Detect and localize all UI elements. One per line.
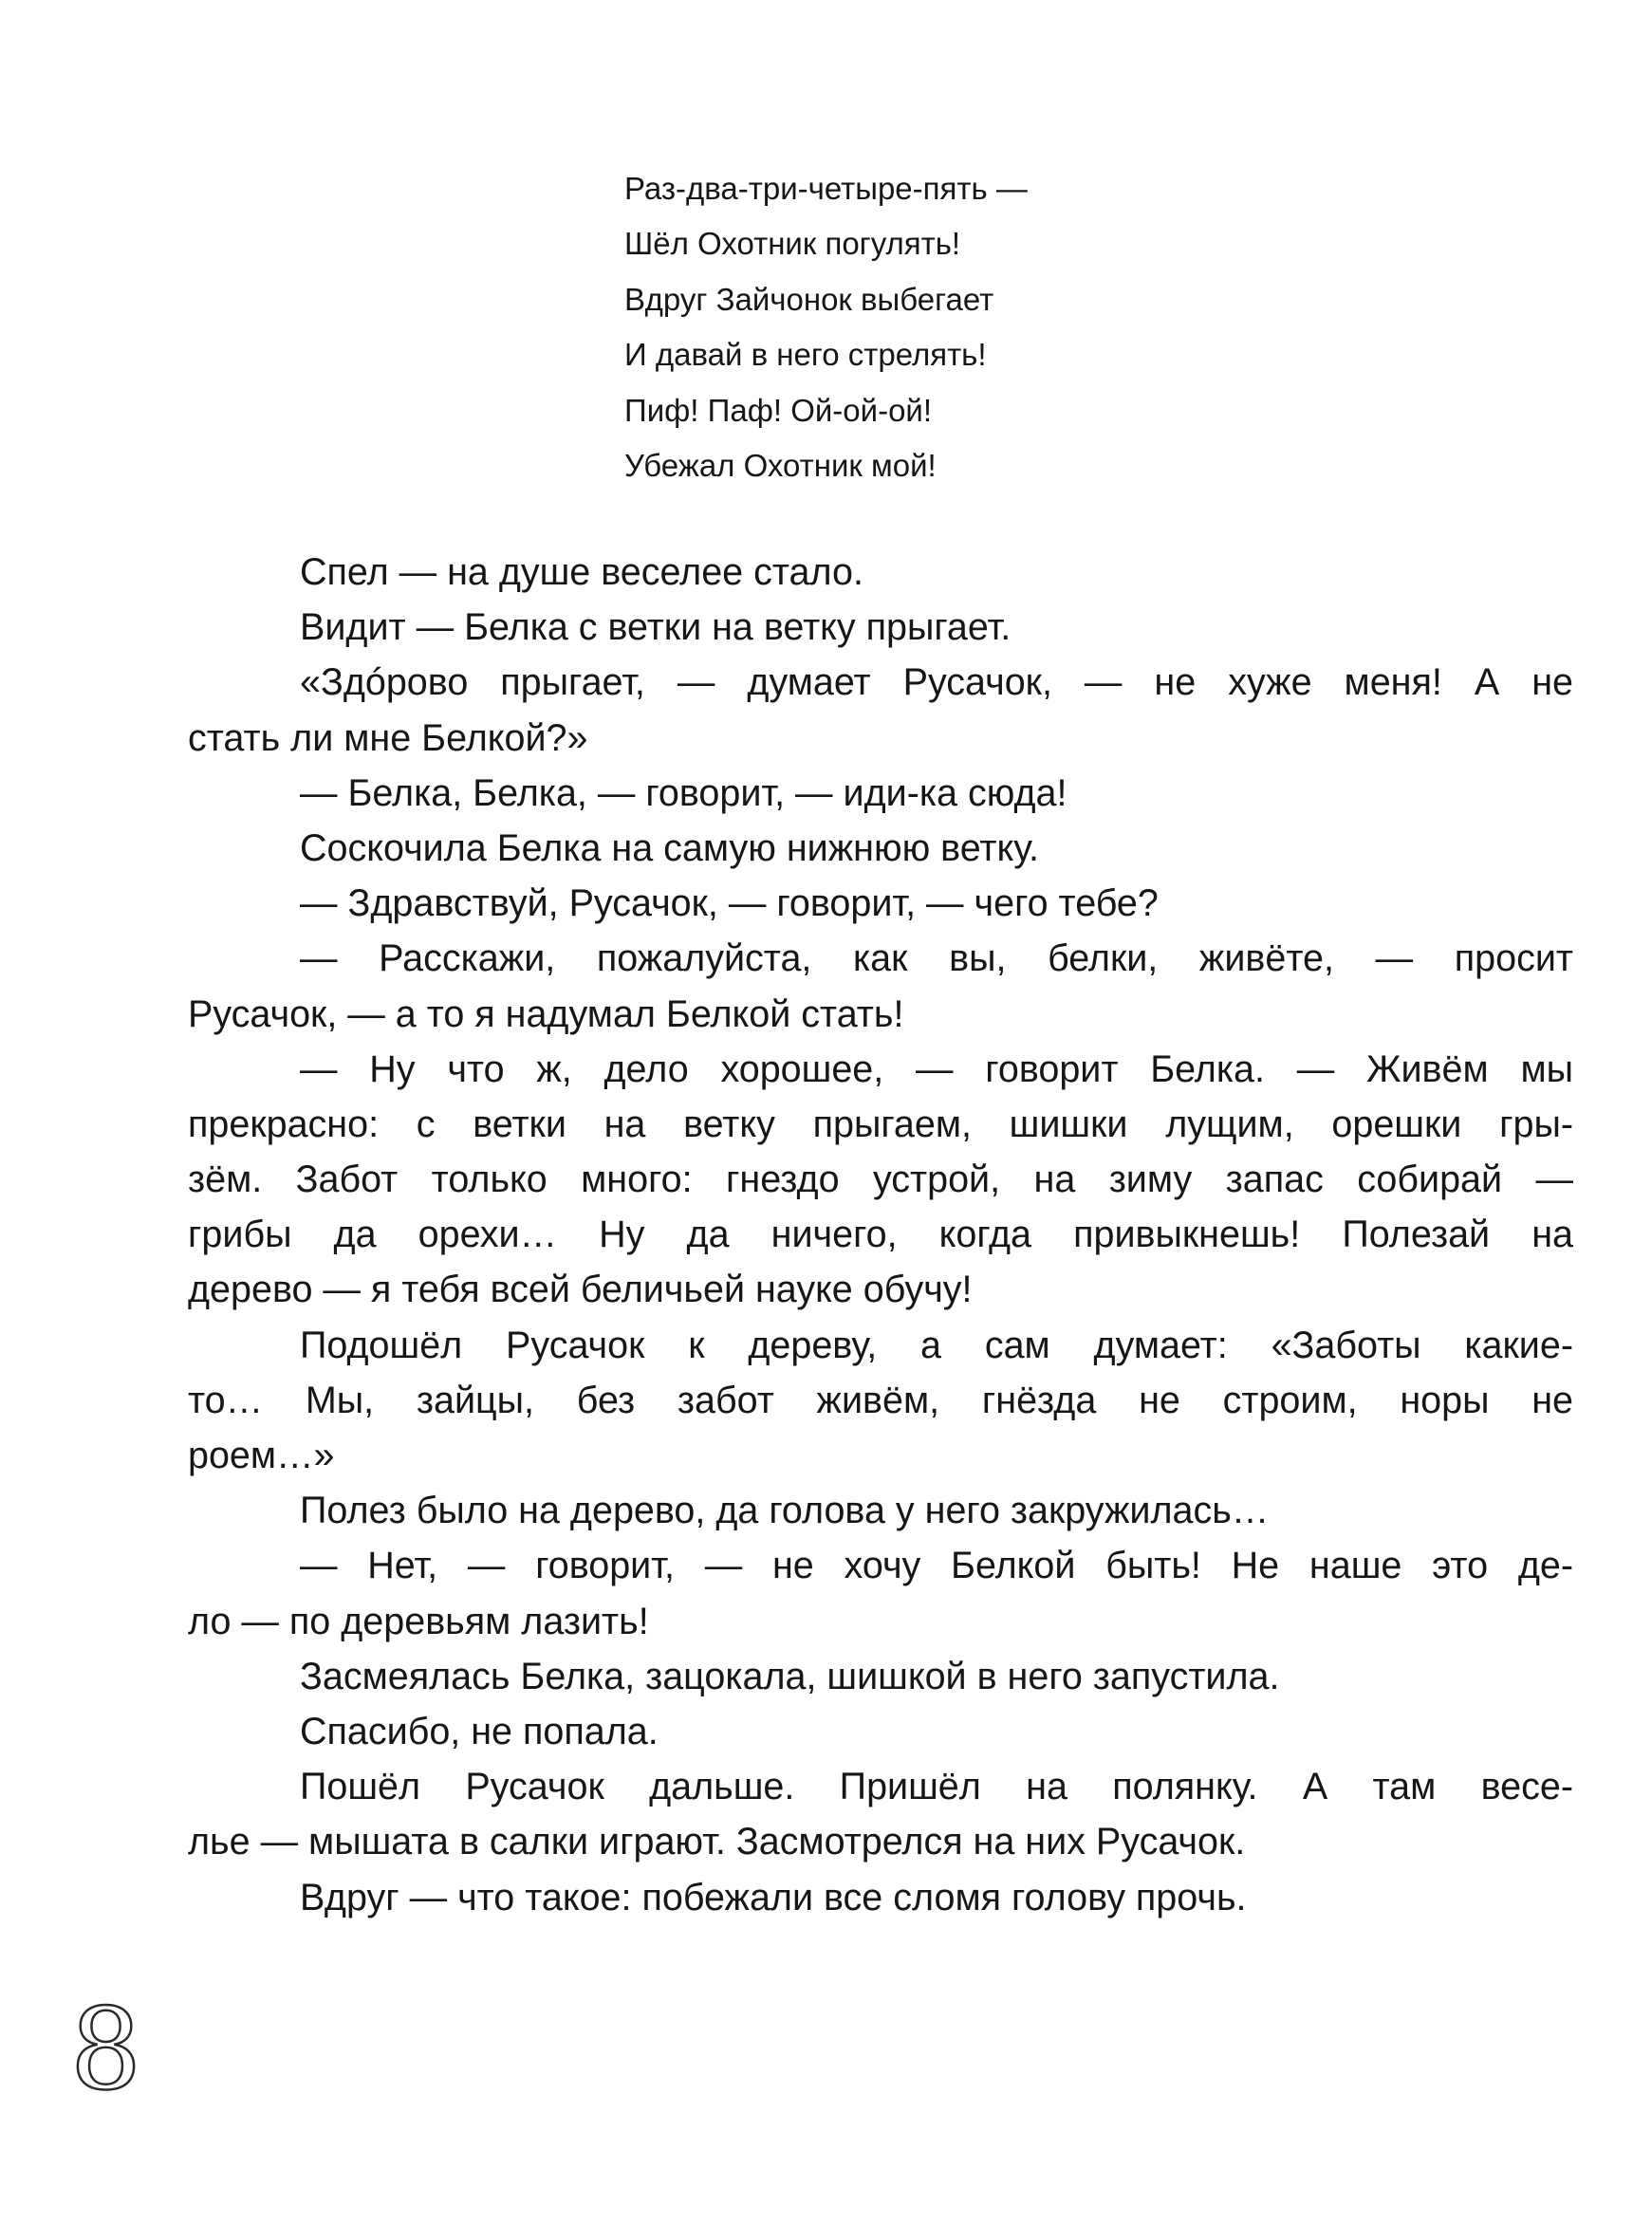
text-line: Засмеялась Белка, зацокала, шишкой в него запустила.	[300, 1655, 1280, 1697]
text-line: прекрасно: с ветки на ветку прыгаем, шишки лущим, орешки гры-	[188, 1103, 1573, 1145]
poem-line: И давай в него стрелять!	[624, 337, 987, 373]
text-line: стать ли мне Белкой?»	[188, 716, 588, 759]
poem-line: Пиф! Паф! Ой-ой-ой!	[624, 392, 933, 428]
text-line: — Белка, Белка, — говорит, — иди-ка сюда!	[300, 771, 1067, 814]
text-line: «Здóрово прыгает, — думает Русачок, — не хуже меня! А не	[300, 661, 1573, 704]
poem-block	[624, 161, 1232, 493]
text-line: то… Мы, зайцы, без забот живём, гнёзда не строим, норы не	[188, 1379, 1573, 1421]
text-line: ло — по деревьям лазить!	[188, 1600, 649, 1642]
text-line: — Нет, — говорит, — не хочу Белкой быть! Не наше это де-	[300, 1545, 1573, 1587]
text-line: Вдруг — что такое: побежали все сломя голову прочь.	[300, 1876, 1247, 1918]
text-line: Русачок, — а то я надумал Белкой стать!	[188, 992, 904, 1035]
text-line: Пошёл Русачок дальше. Пришёл на полянку. А там весе-	[300, 1766, 1573, 1808]
text-line: грибы да орехи… Ну да ничего, когда привыкнешь! Полезай на	[188, 1214, 1573, 1256]
text-line: Спел — на душе веселее стало.	[300, 551, 863, 593]
text-line: — Здравствуй, Русачок, — говорит, — чего тебе?	[300, 882, 1159, 925]
text-line: Соскочила Белка на самую нижнюю ветку.	[300, 826, 1039, 869]
text-line: зём. Забот только много: гнездо устрой, на зиму запас собирай —	[188, 1158, 1573, 1201]
page-number: 8	[70, 1984, 142, 2115]
text-line: Полез было на дерево, да голова у него закружилась…	[300, 1490, 1270, 1532]
text-line: Видит — Белка с ветки на ветку прыгает.	[300, 606, 1012, 649]
text-line: Подошёл Русачок к дереву, а сам думает: «Заботы какие-	[300, 1324, 1573, 1366]
prose-block	[188, 545, 1573, 1925]
text-line: Спасибо, не попала.	[300, 1710, 659, 1752]
text-line: — Расскажи, пожалуйста, как вы, белки, живёте, — просит	[300, 937, 1573, 980]
poem-line: Шёл Охотник погулять!	[624, 226, 961, 262]
poem-line: Вдруг Зайчонок выбегает	[624, 281, 994, 317]
text-line: дерево — я тебя всей беличьей науке обучу!	[188, 1269, 973, 1311]
text-line: роем…»	[188, 1435, 335, 1476]
text-line: — Ну что ж, дело хорошее, — говорит Белка. — Живём мы	[300, 1047, 1573, 1090]
poem-line: Убежал Охотник мой!	[624, 448, 937, 484]
poem-line: Раз-два-три-четыре-пять —	[624, 171, 1028, 206]
text-line: лье — мышата в салки играют. Засмотрелся на них Русачок.	[188, 1821, 1246, 1863]
